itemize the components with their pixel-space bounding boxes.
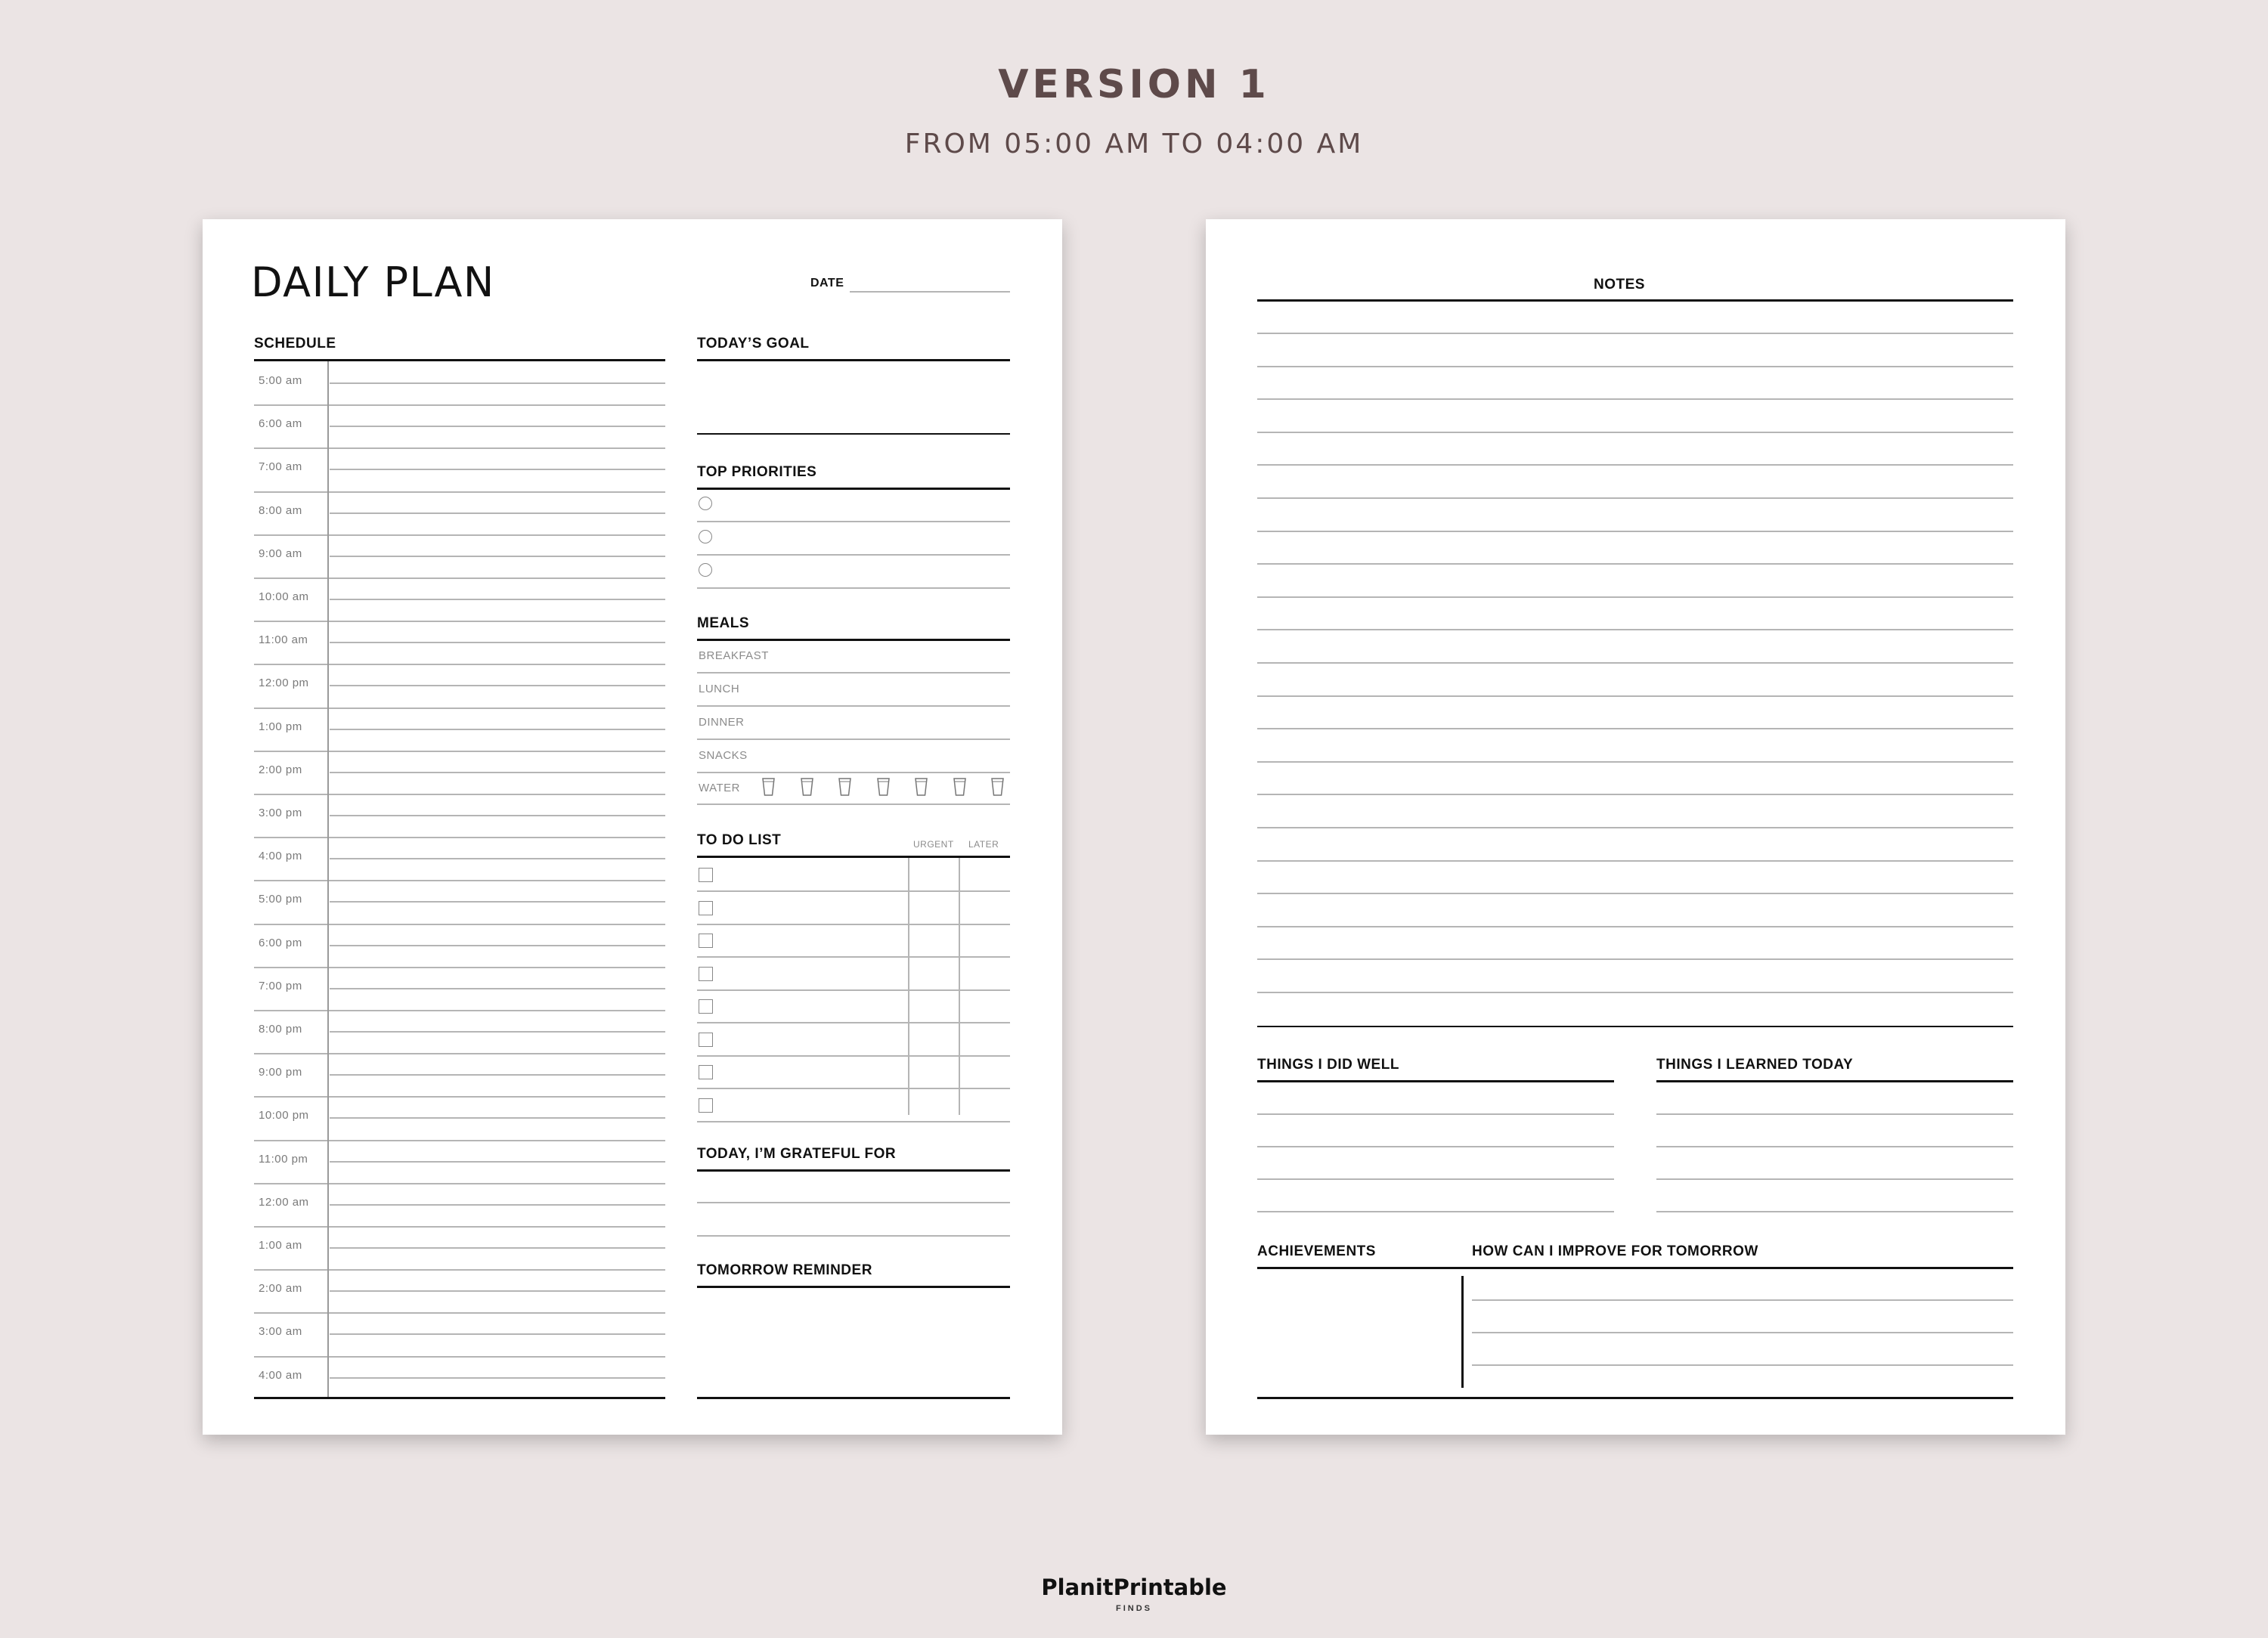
todo-checkbox[interactable] [699,868,713,882]
notes-line[interactable] [1257,893,2013,894]
schedule-half-line[interactable] [330,469,665,470]
schedule-time: 9:00 pm [259,1066,302,1079]
notes-line[interactable] [1257,432,2013,433]
meal-label: SNACKS [699,749,748,762]
schedule-divider [254,359,665,361]
water-line [697,804,1010,805]
priority-circle-icon[interactable] [699,497,712,510]
things-learned-line[interactable] [1656,1146,2013,1147]
tomorrow-reminder-heading: TOMORROW REMINDER [697,1262,872,1278]
schedule-time: 4:00 am [259,1368,302,1382]
schedule-time: 10:00 pm [259,1109,309,1122]
schedule-half-line[interactable] [330,988,665,989]
schedule-hour-line[interactable] [254,621,665,622]
notes-line[interactable] [1257,563,2013,565]
notes-page [1206,219,2065,1435]
grateful-line[interactable] [697,1202,1010,1203]
todo-later-label: LATER [968,839,999,850]
schedule-half-line[interactable] [330,512,665,514]
schedule-half-line[interactable] [330,901,665,903]
schedule-time: 2:00 am [259,1282,302,1296]
schedule-half-line[interactable] [330,1247,665,1249]
schedule-half-line[interactable] [330,556,665,557]
schedule-hour-line[interactable] [254,1356,665,1358]
notes-line[interactable] [1257,926,2013,927]
schedule-hour-line[interactable] [254,924,665,925]
schedule-time: 7:00 pm [259,979,302,992]
notes-line[interactable] [1257,398,2013,400]
todo-line[interactable] [697,1055,1010,1057]
schedule-bottom-line [254,1397,665,1399]
schedule-time: 1:00 am [259,1239,302,1252]
schedule-time: 5:00 am [259,374,302,387]
todo-heading: TO DO LIST [697,832,782,848]
todo-checkbox[interactable] [699,1098,713,1113]
priority-line[interactable] [697,587,1010,589]
notes-divider [1257,299,2013,302]
schedule-time: 9:00 am [259,547,302,560]
todo-line[interactable] [697,1088,1010,1089]
meal-label: LUNCH [699,683,740,695]
todo-line[interactable] [697,956,1010,958]
schedule-time-divider [327,361,329,1398]
schedule-hour-line[interactable] [254,577,665,579]
schedule-time: 12:00 am [259,1195,309,1209]
water-cup-icon[interactable] [762,778,775,796]
schedule-half-line[interactable] [330,685,665,686]
schedule-hour-line[interactable] [254,664,665,665]
todo-checkbox[interactable] [699,901,713,915]
tomorrow-reminder-divider [697,1286,1010,1288]
improve-line[interactable] [1472,1364,2013,1366]
water-cup-icon[interactable] [801,778,813,796]
todo-checkbox[interactable] [699,1033,713,1047]
brand-logo: PlanitPrintable [1041,1575,1227,1600]
todo-line[interactable] [697,924,1010,925]
schedule-half-line[interactable] [330,1290,665,1292]
top-priorities-heading: TOP PRIORITIES [697,464,817,480]
notes-heading: NOTES [1594,277,1645,293]
notes-line[interactable] [1257,366,2013,367]
schedule-half-line[interactable] [330,382,665,384]
schedule-hour-line[interactable] [254,1269,665,1271]
things-learned-heading: THINGS I LEARNED TODAY [1656,1057,1854,1073]
todays-goal-line[interactable] [697,433,1010,435]
schedule-hour-line[interactable] [254,967,665,968]
schedule-time: 11:00 am [259,633,308,647]
right-page-bottom-line [1257,1397,2013,1399]
priority-line[interactable] [697,521,1010,522]
schedule-hour-line[interactable] [254,1140,665,1141]
schedule-half-line[interactable] [330,642,665,643]
meal-label: BREAKFAST [699,649,769,662]
notes-line[interactable] [1257,992,2013,993]
grateful-divider [697,1169,1010,1172]
water-cup-icon[interactable] [877,778,890,796]
schedule-hour-line[interactable] [254,751,665,752]
meal-line[interactable] [697,738,1010,740]
schedule-hour-line[interactable] [254,1053,665,1054]
schedule-half-line[interactable] [330,1031,665,1033]
schedule-hour-line[interactable] [254,1183,665,1184]
todo-checkbox[interactable] [699,967,713,981]
schedule-time: 11:00 pm [259,1152,308,1166]
schedule-hour-line[interactable] [254,447,665,449]
things-did-well-line[interactable] [1257,1113,1614,1115]
page-title: DAILY PLAN [251,259,495,306]
schedule-time: 3:00 am [259,1325,302,1339]
meals-heading: MEALS [697,615,749,631]
schedule-time: 2:00 pm [259,763,302,776]
notes-line[interactable] [1257,794,2013,795]
schedule-half-line[interactable] [330,1117,665,1119]
schedule-time: 1:00 pm [259,720,302,733]
todo-checkbox[interactable] [699,999,713,1014]
schedule-time: 6:00 pm [259,936,302,949]
things-learned-line[interactable] [1656,1178,2013,1180]
schedule-time: 10:00 am [259,590,309,603]
schedule-half-line[interactable] [330,858,665,859]
notes-line[interactable] [1257,958,2013,960]
notes-bottom-line [1257,1026,2013,1027]
todays-goal-divider [697,359,1010,361]
things-did-well-divider [1257,1080,1614,1082]
schedule-hour-line[interactable] [254,404,665,406]
things-learned-line[interactable] [1656,1113,2013,1115]
todays-goal-heading: TODAY’S GOAL [697,336,810,351]
todo-urgent-label: URGENT [913,839,954,850]
water-cup-icon[interactable] [991,778,1004,796]
notes-line[interactable] [1257,860,2013,862]
date-label: DATE [810,277,844,290]
schedule-half-line[interactable] [330,426,665,427]
schedule-half-line[interactable] [330,1074,665,1076]
notes-line[interactable] [1257,629,2013,630]
notes-line[interactable] [1257,497,2013,499]
schedule-half-line[interactable] [330,1333,665,1335]
todo-line[interactable] [697,989,1010,991]
achievements-divider [1257,1267,2013,1269]
water-cup-icon[interactable] [953,778,966,796]
schedule-hour-line[interactable] [254,708,665,709]
schedule-time: 6:00 am [259,417,302,431]
top-priorities-divider [697,488,1010,490]
things-learned-line[interactable] [1656,1211,2013,1212]
improve-heading: HOW CAN I IMPROVE FOR TOMORROW [1472,1243,1758,1259]
schedule-hour-line[interactable] [254,1312,665,1314]
priority-circle-icon[interactable] [699,563,712,577]
version-title: VERSION 1 [998,62,1270,107]
schedule-half-line[interactable] [330,599,665,600]
todo-checkbox[interactable] [699,934,713,948]
notes-line[interactable] [1257,728,2013,729]
achievements-separator [1461,1276,1464,1388]
schedule-hour-line[interactable] [254,794,665,795]
schedule-half-line[interactable] [330,1161,665,1163]
water-label: WATER [699,782,740,794]
notes-line[interactable] [1257,464,2013,466]
notes-line[interactable] [1257,827,2013,828]
priority-line[interactable] [697,554,1010,556]
schedule-time: 3:00 pm [259,807,302,819]
notes-line[interactable] [1257,596,2013,598]
schedule-hour-line[interactable] [254,534,665,536]
priority-circle-icon[interactable] [699,530,712,543]
improve-line[interactable] [1472,1332,2013,1333]
schedule-hour-line[interactable] [254,1226,665,1228]
todo-divider [697,856,1010,858]
schedule-half-line[interactable] [330,772,665,773]
things-did-well-heading: THINGS I DID WELL [1257,1057,1399,1073]
improve-line[interactable] [1472,1299,2013,1301]
meals-divider [697,639,1010,641]
grateful-line[interactable] [697,1235,1010,1237]
schedule-hour-line[interactable] [254,1096,665,1098]
todo-urgent-column [908,858,909,1115]
schedule-time: 7:00 am [259,460,302,474]
schedule-time: 4:00 pm [259,850,302,863]
version-subtitle: FROM 05:00 AM TO 04:00 AM [904,129,1364,159]
tomorrow-reminder-bottom-line[interactable] [697,1397,1010,1399]
meal-line[interactable] [697,705,1010,707]
schedule-hour-line[interactable] [254,880,665,881]
brand-subtitle: FINDS [1116,1604,1152,1613]
meal-label: DINNER [699,716,745,729]
schedule-time: 8:00 am [259,503,302,517]
schedule-heading: SCHEDULE [254,336,336,351]
todo-line[interactable] [697,1022,1010,1023]
meal-line[interactable] [697,772,1010,773]
notes-line[interactable] [1257,333,2013,334]
things-learned-divider [1656,1080,2013,1082]
things-did-well-line[interactable] [1257,1146,1614,1147]
todo-line[interactable] [697,890,1010,892]
notes-line[interactable] [1257,761,2013,763]
schedule-half-line[interactable] [330,945,665,946]
notes-line[interactable] [1257,531,2013,532]
schedule-half-line[interactable] [330,815,665,816]
schedule-hour-line[interactable] [254,1010,665,1011]
schedule-time: 8:00 pm [259,1023,302,1036]
things-did-well-line[interactable] [1257,1178,1614,1180]
meal-line[interactable] [697,672,1010,673]
todo-later-column [959,858,960,1115]
water-cup-icon[interactable] [838,778,851,796]
todo-line[interactable] [697,1121,1010,1122]
schedule-half-line[interactable] [330,729,665,730]
notes-line[interactable] [1257,662,2013,664]
todo-checkbox[interactable] [699,1065,713,1079]
grateful-heading: TODAY, I’M GRATEFUL FOR [697,1146,897,1162]
daily-plan-page [203,219,1062,1435]
water-cup-icon[interactable] [915,778,928,796]
date-line[interactable] [850,291,1010,293]
schedule-hour-line[interactable] [254,837,665,838]
schedule-hour-line[interactable] [254,491,665,493]
notes-line[interactable] [1257,695,2013,697]
schedule-half-line[interactable] [330,1204,665,1206]
achievements-heading: ACHIEVEMENTS [1257,1243,1376,1259]
schedule-half-line[interactable] [330,1377,665,1379]
schedule-time: 5:00 pm [259,893,302,906]
schedule-time: 12:00 pm [259,677,309,690]
things-did-well-line[interactable] [1257,1211,1614,1212]
